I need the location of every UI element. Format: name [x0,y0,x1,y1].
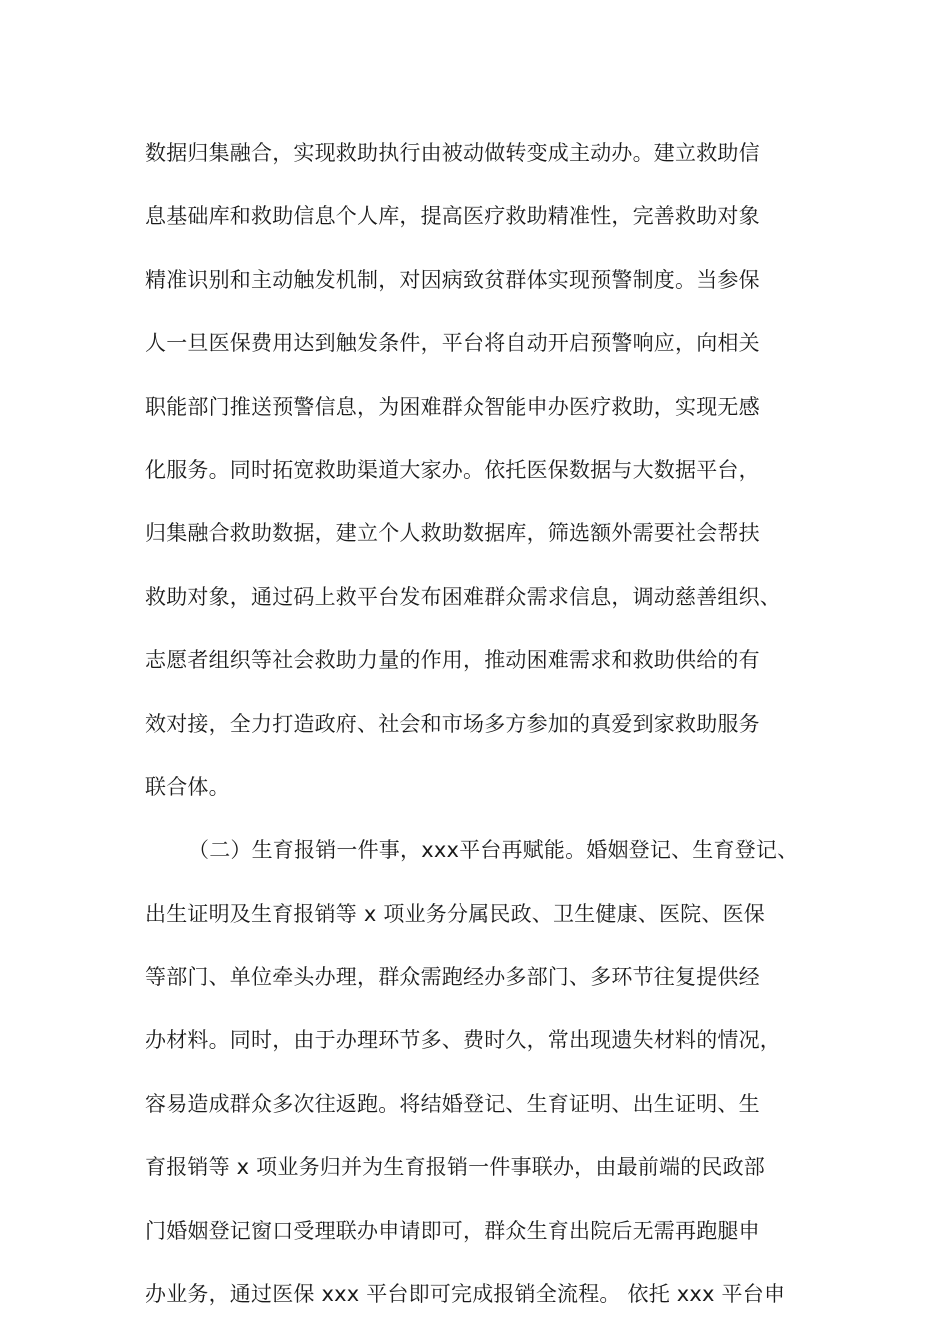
text-line: 救助对象，通过码上救平台发布困难群众需求信息，调动慈善组织、 [145,584,781,609]
text-line: 精准识别和主动触发机制，对因病致贫群体实现预警制度。当参保 [145,267,760,292]
text-line: 志愿者组织等社会救助力量的作用，推动困难需求和救助供给的有 [145,648,760,673]
text-line: 人一旦医保费用达到触发条件，平台将自动开启预警响应，向相关 [145,331,760,356]
text-line: 办业务，通过医保 xxx 平台即可完成报销全流程。 依托 xxx 平台申 [145,1282,786,1307]
section-heading-line: （二）生育报销一件事，xxx平台再赋能。婚姻登记、生育登记、 [188,838,799,863]
text-line: 职能部门推送预警信息，为困难群众智能申办医疗救助，实现无感 [145,394,760,419]
body-text [145,132,835,1336]
text-line: 办材料。同时，由于办理环节多、费时久，常出现遗失材料的情况， [145,1028,781,1053]
text-line: 化服务。同时拓宽救助渠道大家办。依托医保数据与大数据平台， [145,457,760,482]
text-line: 数据归集融合，实现救助执行由被动做转变成主动办。建立救助信 [145,141,760,165]
text-line: 育报销等 x 项业务归并为生育报销一件事联办，由最前端的民政部 [145,1155,765,1180]
text-line: 息基础库和救助信息个人库，提高医疗救助精准性，完善救助对象 [145,204,760,229]
text-line: 归集融合救助数据，建立个人救助数据库，筛选额外需要社会帮扶 [145,521,760,546]
text-line: 容易造成群众多次往返跑。将结婚登记、生育证明、出生证明、生 [145,1091,760,1116]
text-line: 联合体。 [145,774,230,799]
text-line: 效对接，全力打造政府、社会和市场多方参加的真爱到家救助服务 [145,711,760,736]
text-line: 等部门、单位牵头办理，群众需跑经办多部门、多环节往复提供经 [145,965,760,990]
text-line: 出生证明及生育报销等 x 项业务分属民政、卫生健康、医院、医保 [145,901,765,926]
text-line: 门婚姻登记窗口受理联办申请即可，群众生育出院后无需再跑腿申 [145,1218,760,1243]
